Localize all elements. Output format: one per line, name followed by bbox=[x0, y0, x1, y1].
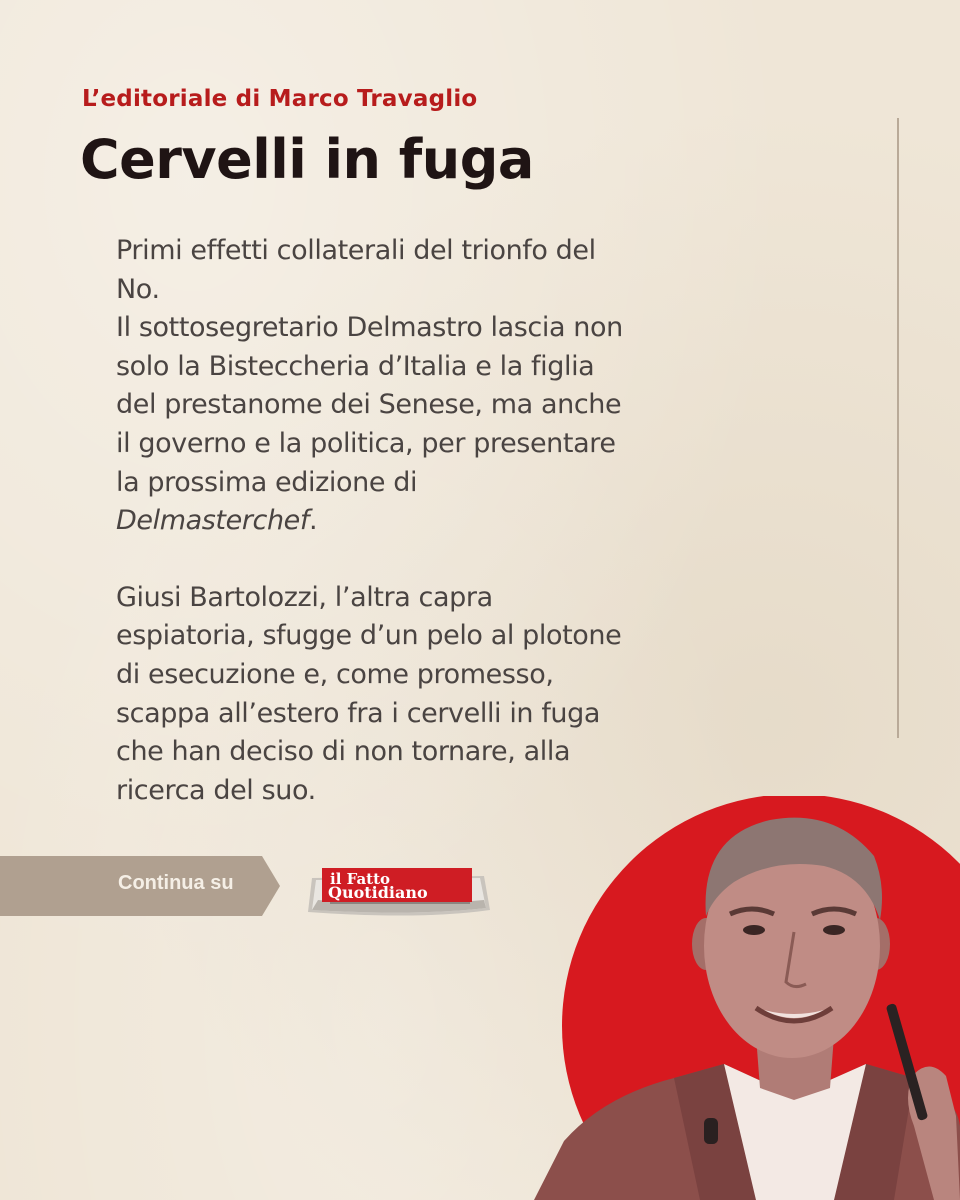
paragraph-2-text: Il sottosegretario Delmastro lascia non solo la Bisteccheria d’Italia e la figlia del prestanome dei Senese, ma anche il governo e la politica, per presentare la prossima edizione di bbox=[116, 312, 623, 498]
article-body bbox=[116, 232, 626, 810]
logo-text-line2: Quotidiano bbox=[328, 883, 428, 902]
vertical-divider bbox=[897, 118, 899, 738]
logo-text-line1: il Fatto bbox=[330, 870, 391, 888]
kicker: L’editoriale di Marco Travaglio bbox=[82, 86, 478, 112]
paragraph-1 bbox=[116, 232, 626, 541]
paragraph-2-end: . bbox=[309, 505, 318, 537]
newspaper-logo-icon[interactable] bbox=[300, 864, 492, 920]
paragraph-1-text: Primi effetti collaterali del trionfo del No. bbox=[116, 235, 596, 305]
continue-label[interactable]: Continua su bbox=[118, 872, 234, 894]
paragraph-2: Giusi Bartolozzi, l’altra capra espiatoria, sfugge d’un pelo al plotone di esecuzione e, come promesso, scappa all’estero fra i cervelli in fuga che han deciso di non tornare, alla ricerca del suo. bbox=[116, 581, 622, 806]
show-title: Delmasterchef bbox=[116, 505, 309, 537]
headline: Cervelli in fuga bbox=[80, 128, 534, 191]
person-portrait-icon bbox=[494, 796, 960, 1200]
